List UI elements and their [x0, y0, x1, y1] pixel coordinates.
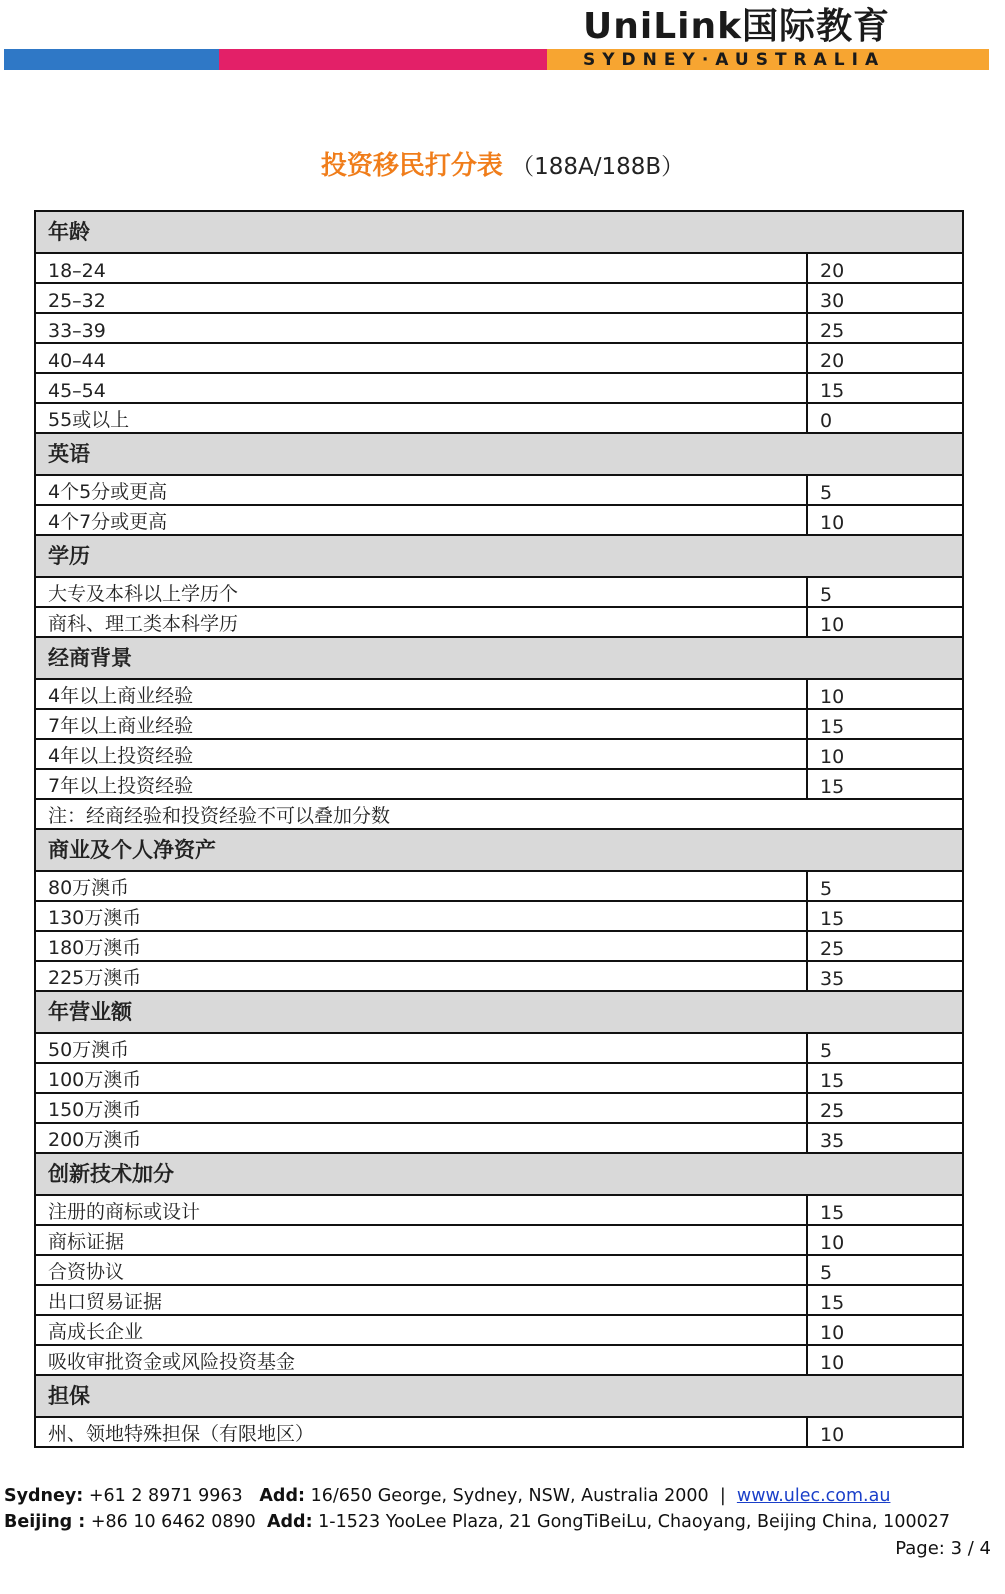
table-row — [35, 343, 963, 373]
page-title — [0, 148, 1005, 185]
criterion-score: 25 — [807, 313, 963, 343]
title-sub: （188A/188B） — [511, 154, 685, 180]
section-header-row — [35, 1153, 963, 1195]
criterion-score: 25 — [807, 1093, 963, 1123]
page-number: Page: 3 / 4 — [895, 1538, 991, 1559]
criterion-label: 4年以上商业经验 — [35, 679, 807, 709]
criterion-label: 吸收审批资金或风险投资基金 — [35, 1345, 807, 1375]
footer-beijing-phone: +86 10 6462 0890 — [90, 1512, 256, 1532]
criterion-score: 5 — [807, 577, 963, 607]
criterion-label: 40–44 — [35, 343, 807, 373]
table-row — [35, 1285, 963, 1315]
criterion-score: 15 — [807, 769, 963, 799]
table-row — [35, 931, 963, 961]
section-header-row — [35, 535, 963, 577]
section-header-row — [35, 991, 963, 1033]
brand-logo-text: UniLink国际教育 — [583, 6, 891, 47]
criterion-score: 10 — [807, 1315, 963, 1345]
section-heading: 经商背景 — [35, 637, 963, 679]
criterion-label: 50万澳币 — [35, 1033, 807, 1063]
criterion-label: 高成长企业 — [35, 1315, 807, 1345]
criterion-score: 10 — [807, 505, 963, 535]
table-row — [35, 1195, 963, 1225]
table-row — [35, 739, 963, 769]
criterion-score: 15 — [807, 1195, 963, 1225]
criterion-label: 100万澳币 — [35, 1063, 807, 1093]
section-header-row — [35, 1375, 963, 1417]
table-row — [35, 709, 963, 739]
criterion-score: 20 — [807, 343, 963, 373]
footer-sydney-add-label: Add: — [259, 1486, 305, 1506]
table-row — [35, 1093, 963, 1123]
table-row — [35, 505, 963, 535]
table-row — [35, 1255, 963, 1285]
score-table — [34, 210, 964, 1448]
section-note: 注：经商经验和投资经验不可以叠加分数 — [35, 799, 963, 829]
footer-beijing-add-label: Add: — [266, 1512, 313, 1532]
criterion-score: 10 — [807, 679, 963, 709]
criterion-score: 10 — [807, 1345, 963, 1375]
section-header-row — [35, 433, 963, 475]
section-heading: 年营业额 — [35, 991, 963, 1033]
footer-website-link[interactable]: www.ulec.com.au — [736, 1486, 891, 1506]
criterion-score: 0 — [807, 403, 963, 433]
footer-sydney-phone: +61 2 8971 9963 — [88, 1486, 243, 1506]
criterion-score: 15 — [807, 1063, 963, 1093]
table-row — [35, 901, 963, 931]
criterion-score: 15 — [807, 1285, 963, 1315]
criterion-label: 州、领地特殊担保（有限地区） — [35, 1417, 807, 1447]
criterion-label: 80万澳币 — [35, 871, 807, 901]
section-heading: 创新技术加分 — [35, 1153, 963, 1195]
title-main: 投资移民打分表 — [320, 151, 503, 181]
section-heading: 英语 — [35, 433, 963, 475]
criterion-score: 35 — [807, 1123, 963, 1153]
criterion-label: 商科、理工类本科学历 — [35, 607, 807, 637]
criterion-score: 5 — [807, 1255, 963, 1285]
table-row — [35, 679, 963, 709]
criterion-label: 25–32 — [35, 283, 807, 313]
section-heading: 商业及个人净资产 — [35, 829, 963, 871]
table-row — [35, 475, 963, 505]
criterion-score: 5 — [807, 871, 963, 901]
section-header-row — [35, 637, 963, 679]
section-heading: 学历 — [35, 535, 963, 577]
criterion-score: 5 — [807, 1033, 963, 1063]
brand-location: SYDNEY·AUSTRALIA — [583, 50, 886, 70]
criterion-label: 55或以上 — [35, 403, 807, 433]
table-row — [35, 871, 963, 901]
table-row — [35, 1225, 963, 1255]
criterion-score: 15 — [807, 709, 963, 739]
criterion-label: 130万澳币 — [35, 901, 807, 931]
table-row — [35, 577, 963, 607]
table-row — [35, 1417, 963, 1447]
criterion-score: 10 — [807, 1225, 963, 1255]
criterion-label: 45–54 — [35, 373, 807, 403]
criterion-label: 150万澳币 — [35, 1093, 807, 1123]
criterion-label: 商标证据 — [35, 1225, 807, 1255]
criterion-label: 225万澳币 — [35, 961, 807, 991]
criterion-score: 35 — [807, 961, 963, 991]
criterion-label: 出口贸易证据 — [35, 1285, 807, 1315]
criterion-score: 20 — [807, 253, 963, 283]
header-bar-blue — [4, 49, 219, 70]
table-row — [35, 961, 963, 991]
table-row — [35, 769, 963, 799]
criterion-score: 5 — [807, 475, 963, 505]
footer-sydney-label: Sydney: — [4, 1486, 84, 1506]
table-row — [35, 1033, 963, 1063]
criterion-score: 25 — [807, 931, 963, 961]
table-row — [35, 1315, 963, 1345]
footer-sydney-address: 16/650 George, Sydney, NSW, Australia 2000 — [310, 1486, 709, 1506]
criterion-label: 180万澳币 — [35, 931, 807, 961]
table-row — [35, 253, 963, 283]
table-row — [35, 607, 963, 637]
criterion-label: 200万澳币 — [35, 1123, 807, 1153]
criterion-label: 4年以上投资经验 — [35, 739, 807, 769]
criterion-score: 15 — [807, 373, 963, 403]
criterion-label: 大专及本科以上学历个 — [35, 577, 807, 607]
table-row — [35, 403, 963, 433]
table-row — [35, 1123, 963, 1153]
table-row — [35, 373, 963, 403]
section-header-row — [35, 211, 963, 253]
criterion-label: 4个7分或更高 — [35, 505, 807, 535]
table-row — [35, 1063, 963, 1093]
criterion-label: 18–24 — [35, 253, 807, 283]
criterion-score: 30 — [807, 283, 963, 313]
criterion-score: 10 — [807, 607, 963, 637]
criterion-label: 4个5分或更高 — [35, 475, 807, 505]
footer-beijing — [4, 1512, 950, 1532]
criterion-label: 注册的商标或设计 — [35, 1195, 807, 1225]
criterion-score: 15 — [807, 901, 963, 931]
criterion-score: 10 — [807, 739, 963, 769]
criterion-label: 合资协议 — [35, 1255, 807, 1285]
table-row — [35, 1345, 963, 1375]
footer-sydney — [4, 1486, 890, 1506]
criterion-label: 7年以上商业经验 — [35, 709, 807, 739]
criterion-score: 10 — [807, 1417, 963, 1447]
table-row — [35, 313, 963, 343]
footer-beijing-label: Beijing : — [4, 1512, 86, 1532]
section-heading: 年龄 — [35, 211, 963, 253]
criterion-label: 33–39 — [35, 313, 807, 343]
section-heading: 担保 — [35, 1375, 963, 1417]
section-header-row — [35, 829, 963, 871]
footer-beijing-address: 1-1523 YooLee Plaza, 21 GongTiBeiLu, Chaoyang, Beijing China, 100027 — [318, 1512, 950, 1532]
table-row — [35, 283, 963, 313]
criterion-label: 7年以上投资经验 — [35, 769, 807, 799]
footer-separator: | — [719, 1486, 726, 1506]
note-row — [35, 799, 963, 829]
header-bar-pink — [219, 49, 547, 70]
